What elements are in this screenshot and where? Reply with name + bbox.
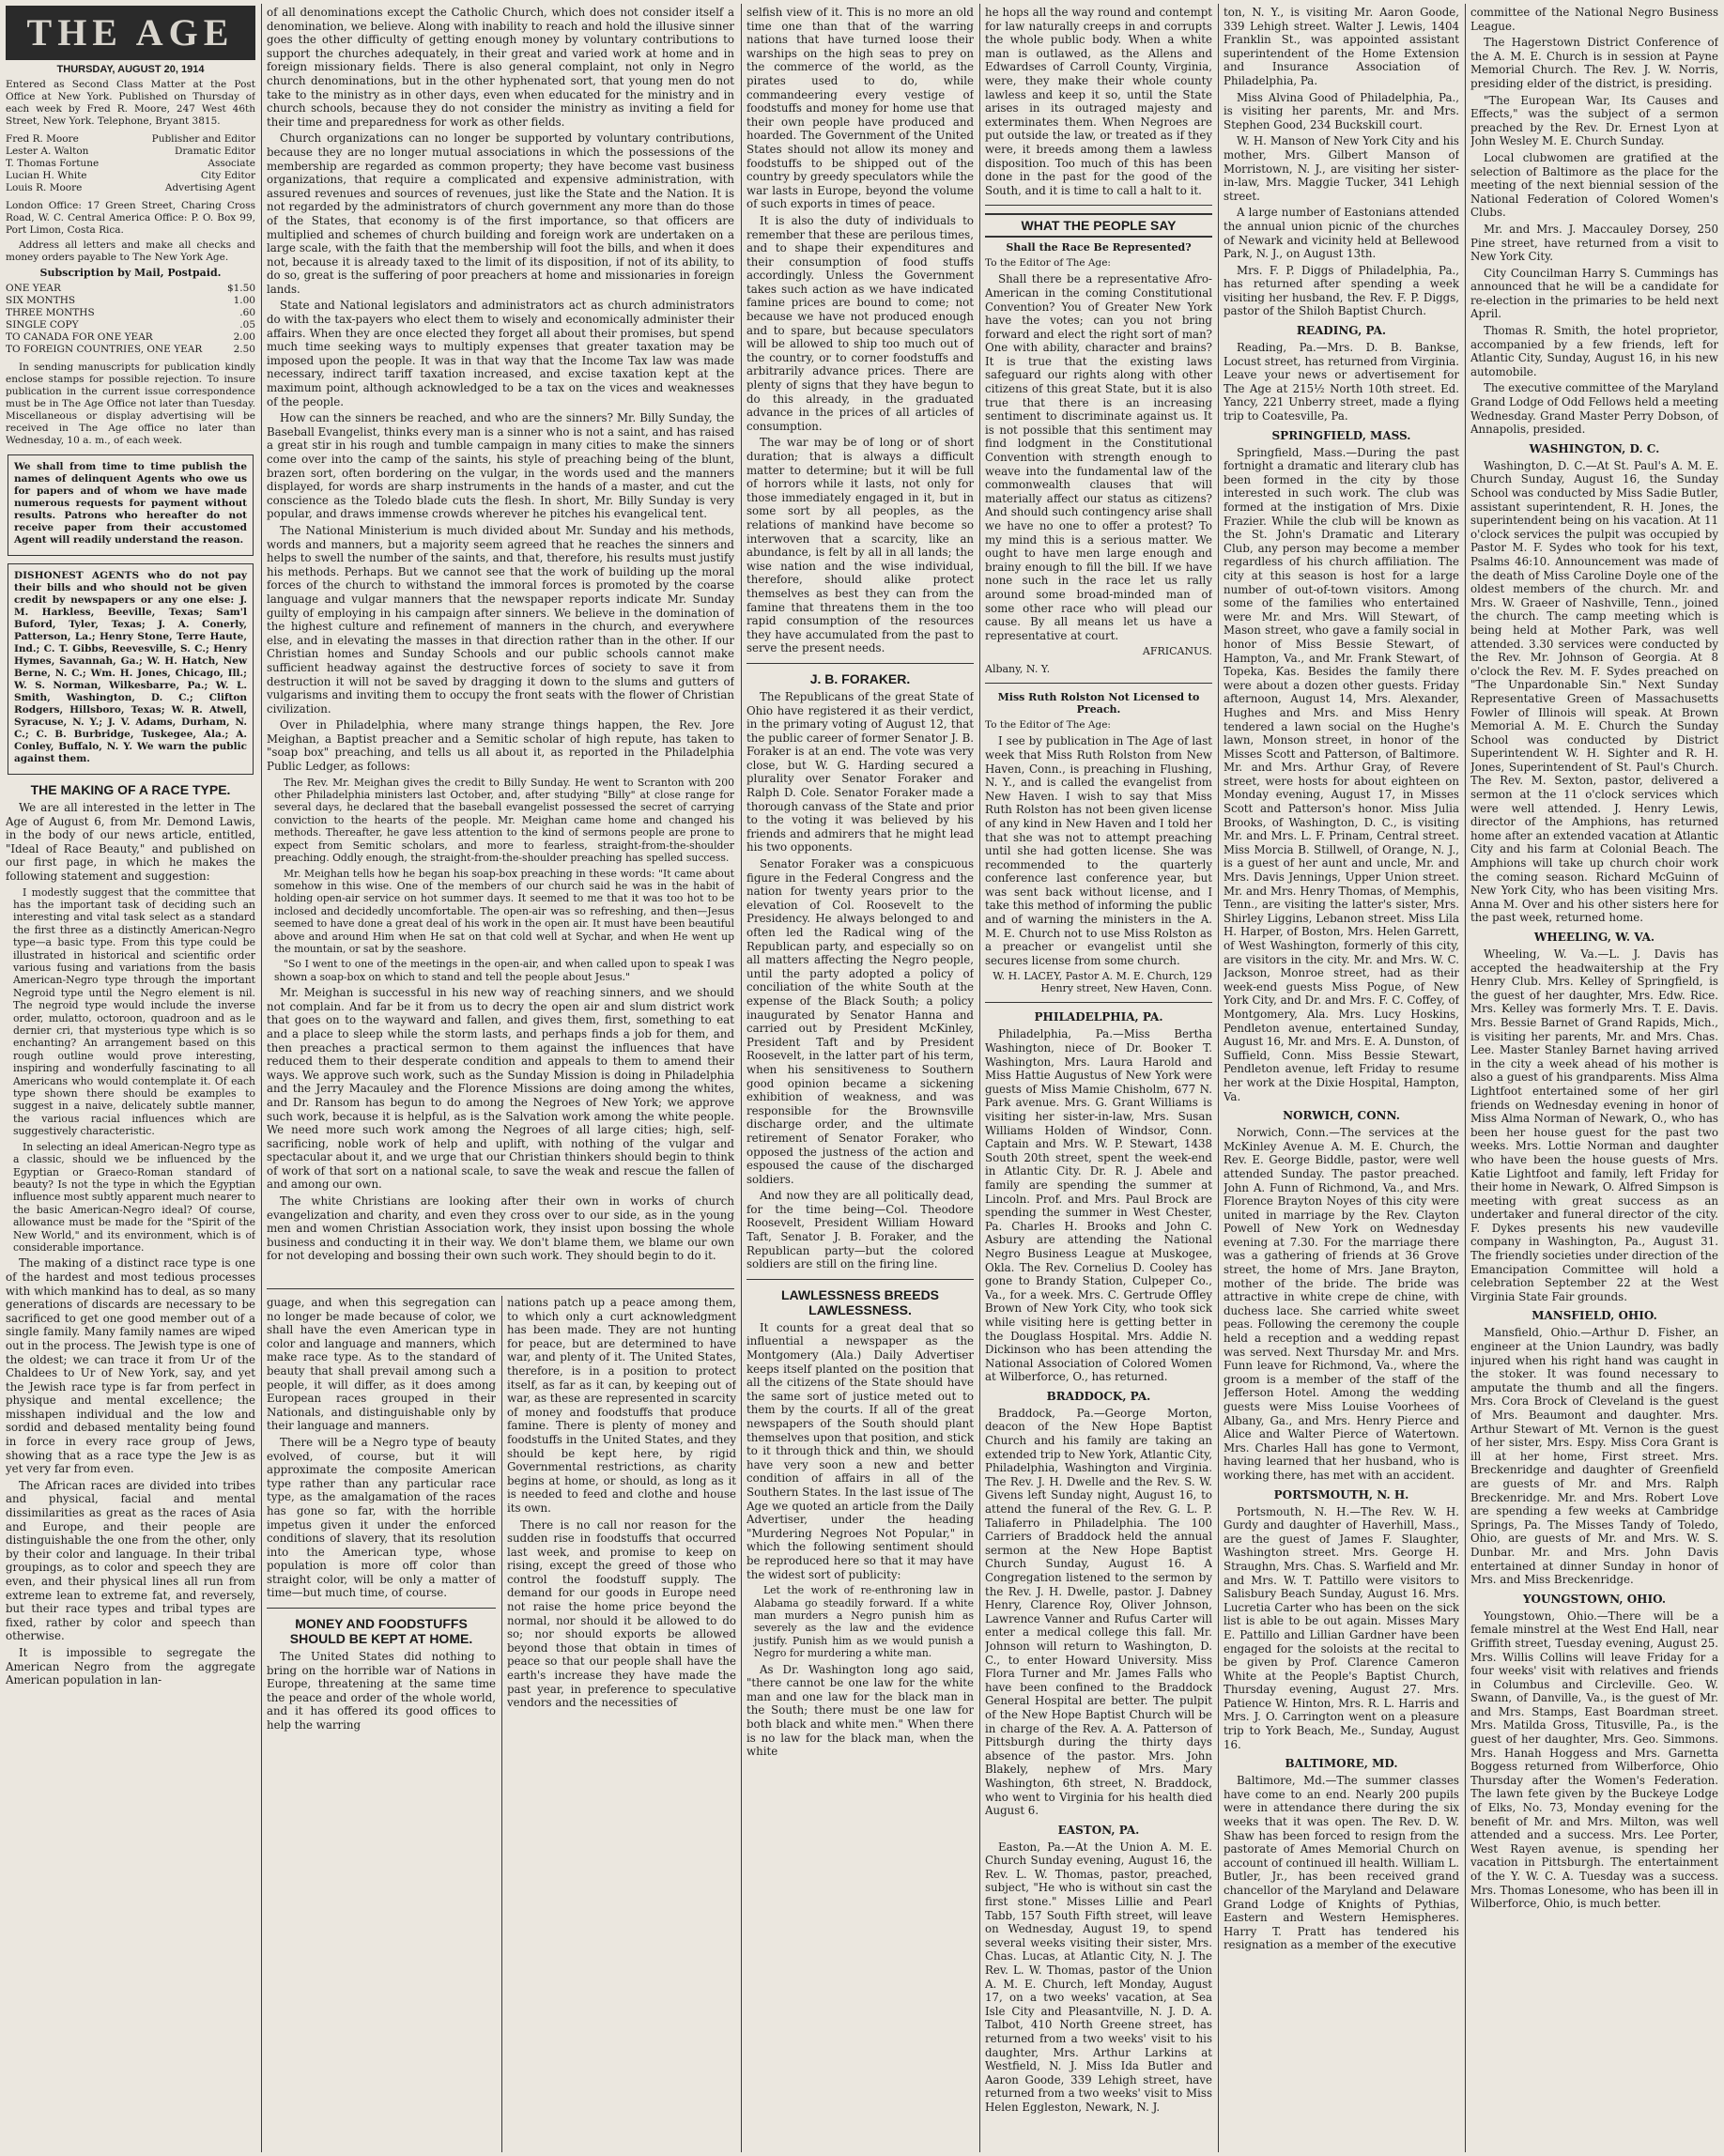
staff-row: Louis R. Moore Advertising Agent — [6, 182, 255, 193]
lawlessness-continued: he hops all the way round and contempt for law naturally creeps in and corrupts the whole public body. When a white man is outlawed, as the Allens and Edwardses of Carroll County, Virginia, were, they make their whole county lawless and keep it so, until the State arises in its outraged majesty and exterminates them. When Negroes are put outside the law, or treated as if they were, it breeds among them a lawless disposition. Too much of this has been done in the past for the good of the South, and it is time to call a halt to it. — [985, 6, 1212, 197]
dishonest-agents-title: DISHONEST AGENTS — [14, 570, 140, 581]
staff-row: Fred R. Moore Publisher and Editor — [6, 133, 255, 145]
agents-notice-box — [8, 454, 254, 556]
race-quote: In selecting an ideal American-Negro type as a classic, should we be influenced by the Egyptian or Graeco-Roman standard of beauty? Is not the type in which the Egyptian influence most subtly apparent much nearer to the basic American-Negro ideal? Of course, allowance must be made for the "Spirit of the New World," and its environment, which is of considerable importance. — [13, 1140, 255, 1254]
lawlessness-headline: LAWLESSNESS BREEDS LAWLESSNESS. — [780, 1286, 940, 1317]
lawlessness-para: It counts for a great deal that so influential a newspaper as the Montgomery (Ala.) Daily Advertiser keeps itself planted on the position that all the citizens of the State should have the same sort of justice meted out to them by the courts. If all of the great newspapers of the South should plant themselves upon that position, and stick to it through thick and thin, we should have very soon a new and better condition of affairs in all of the Southern States. In the last issue of The Age we quoted an article from the Daily Advertiser, under the heading "Murdering Negroes Not Popular," in which the following sentiment should be reproduced here so that it may have the widest sort of publicity: — [747, 1320, 974, 1581]
column-rule — [261, 4, 262, 2152]
city-news: Mansfield, Ohio.—Arthur D. Fisher, an engineer at the Union Laundry, was badly injured when his right hand was caught in the stoker. It was found necessary to amputate the thumb and all the fingers. Mrs. Cora Brock of Cleveland is the guest of Mrs. Beaumont and daughter. Mrs. Arthur Stewart of Mt. Vernon is the guest of her sister, Mrs. Espy. Miss Cora Grant is ill at her home, First street. Mrs. Breckenridge and daughter of Greenfield are guests of Mr. and Mrs. Ralph Breckenridge. Mr. and Mrs. Robert Love are spending a few weeks at Cambridge Springs, Pa. The Misses Tandy of Toledo, Ohio, are guests of Mr. and Mrs. W. S. Dunbar. Mr. and Mrs. John Davis entertained at dinner Sunday in honor of Mrs. and Miss Breckenridge. — [1470, 1326, 1718, 1587]
city-news: ton, N. Y., is visiting Mr. Aaron Goode, 339 Lehigh street. Walter J. Lewis, 1404 Franklin St., was appointed assistant superintendent of the Home Extension and Insurance Association of Philadelphia, Pa. — [1224, 6, 1459, 87]
city-news: Local clubwomen are gratified at the selection of Baltimore as the place for the meeting of the next biennial session of the National Federation of Colored Women's Clubs. — [1470, 150, 1718, 220]
article-divider — [747, 1279, 974, 1280]
subscription-title: Subscription by Mail, Postpaid. — [39, 267, 222, 279]
city-news: Springfield, Mass.—During the past fortnight a dramatic and literary club has been formed in the city by those interested in such work. The club was formed at the instigation of Mrs. Dixie Frazier. While the club will be known as the St. John's Dramatic and Literary Club, any person may become a member regardless of his church affiliation. The city at this season is host for a large number of out-of-town visitors. Among some of the families who entertained were Mr. and Mrs. Will Stewart, of Mason street, who gave a family social in honor of Miss Bessie Stewart, of Hampton, Va., and Mr. Frank Stewart, of Topeka, Kas. Besides the family there were about a dozen other guests. Friday afternoon, August 14, Mrs. Alexander, Hughes and Mrs. and Miss Henry tendered a lawn social on the Hughe's lawn, Monson street, in honor of the Misses Scott and Patterson, of Baltimore. Mr. and Mrs. Arthur Gray, of Revere street, were hosts for about eighteen on Monday evening, August 17, in Misses Scott and Patterson's honor. Miss Julia Brooks, of Washington, D. C., is visiting Mr. and Mrs. L. F. Prinam, Central street. Miss Morcia B. Stillwell, of Orange, N. J., is a guest of her aunt and uncle, Mr. and Mrs. Davis Jennings, Upper Union street. Mr. and Mrs. Henry Thomas, of Memphis, Tenn., are visiting the latter's sister, Mrs. Shirley Liggins, Lebanon street. Miss Lila H. Harper, of Boston, Mrs. Helen Garrett, of West Washington, formerly of this city, are visitors in the city. Mr. and Mrs. W. C. Jackson, Monroe street, had as their week-end guests Miss Pogue, of New York City, and Dr. and Mrs. F. C. Coffey, of Montgomery, Ala. Mrs. Lucy Hoskins, Pendleton avenue, entertained Sunday, August 16, Mr. and Mrs. E. A. Dunston, of Suffield, Conn. Miss Bessie Stewart, Pendleton avenue, left Friday to resume her work at the Dixie Hospital, Hampton, Va. — [1224, 445, 1459, 1103]
article-divider — [747, 663, 974, 664]
city-heading-wheeling: WHEELING, W. VA. — [1533, 931, 1655, 944]
column-5 — [1224, 6, 1459, 2150]
letter-signature: AFRICANUS. — [1142, 645, 1212, 658]
city-news: Reading, Pa.—Mrs. D. B. Bankse, Locust street, has returned from Virginia. Leave your news or advertisement for The Age at 215½ North 10th street. Ed. Yancy, 221 Unberry street, made a flying trip to Coatesville, Pa. — [1224, 341, 1459, 424]
letter-title: Miss Ruth Rolston Not Licensed to Preach. — [997, 691, 1200, 716]
editorial-para: The white Christians are looking after their own in works of church evangelization and charity, and even they cross over to our side, as in the young men and women Christian Association work, they insist upon bossing the whole business and conducting it in their way. We don't blame them, we blame our own for not developing and bossing their own such work. They should begin to do it. — [267, 1194, 734, 1263]
subscription-row: SINGLE COPY .05 — [6, 319, 255, 331]
subscription-table — [6, 283, 255, 356]
editorial-para: How can the sinners be reached, and who are the sinners? Mr. Billy Sunday, the Baseball Evangelist, thinks every man is a sinner who is not a saint, and has raised a great stir in his rough and tumble campaign in many cities to make the sinners come over into the camp of the saints, his style of preaching being of the blunt, brazen sort, often bordering on the vulgar, in the words used and the manners displayed, for words are sharp instruments in the hands of a master, and cut the conscience as the Toledo blade cuts the flesh. In short, Mr. Billy Sunday is very popular, and draws immense crowds wherever he pitches his evangelical tent. — [267, 411, 734, 521]
race-quote: I modestly suggest that the committee that has the important task of deciding such an interesting and vital task select as a standard the first three as a distinctly American-Negro type—a basic type. From this type could be illustrated in historical and scientific order various fusing and variations from the basis American-Negro type through the important Negroid type until the Negro element is nil. The negroid type would include the inverse order, mulatto, octoroon, quadroon and as le dernier cri, that mysterious type which is so enchanting? An arrangement based on this rough outline would prove interesting, inspiring and wonderfully fascinating to all Americans who would contemplate it. Of each type shown there should be examples to suggest in a naive, delicately subtle manner, the various racial influences which are suggestively characteristic. — [13, 886, 255, 1138]
race-para: The making of a distinct race type is one of the hardest and most tedious processes with which mankind has to deal, as so many generations of discards are necessary to be sacrificed to get one good member out of a single family. Many family names are wiped out in the process. The Jewish type is one of the oldest; we can trace it from Ur of the Chaldees to Ur of New York, say, and yet the Jewish race type is far from perfect in physique and mental excellence; the misshapen individual and the low and sordid and debased mentality being found in force in every race group of Jews, showing that as a race type the Jew is as yet very far from even. — [6, 1256, 255, 1476]
foraker-headline: J. B. FORAKER. — [809, 670, 911, 686]
article-divider — [985, 1002, 1212, 1003]
city-news: Philadelphia, Pa.—Miss Bertha Washington, niece of Dr. Booker T. Washington, Mrs. Laura Harold and Miss Hattie Augustus of New York were guests of Miss Mamie Chisholm, 677 N. Park avenue. Mrs. G. Grant Williams is visiting her sister-in-law, Mrs. Susan Williams Holden of Windsor, Conn. Captain and Mrs. W. P. Stewart, 1438 South 20th street, spent the week-end in Atlantic City. Dr. R. J. Abele and family are spending the summer at Lincoln. Prof. and Mrs. Paul Brock are spending the summer in West Chester, Pa. Charles H. Brooks and John C. Asbury are attending the National Negro Business League at Muskogee, Okla. The Rev. Cornelius D. Cooley has gone to Brandy Station, Culpeper Co., Va., for a week. Mrs. C. Gertrude Offley Brown of New York City, who took sick while visiting here is getting better in the Douglass Hospital. Mrs. Addie N. Dickinson who has been attending the National Association of Colored Women at Wilberforce, O., has returned. — [985, 1027, 1212, 1384]
city-news: The Hagerstown District Conference of the A. M. E. Church is in session at Payne Memorial Church. The Rev. J. W. Norris, presiding elder of the district, is presiding. — [1470, 36, 1718, 90]
staff-row: Lucian H. White City Editor — [6, 170, 255, 181]
column-6 — [1470, 6, 1718, 2150]
foraker-para: Senator Foraker was a conspicuous figure in the Federal Congress and the nation for twenty years prior to the elevation of Col. Roosevelt to the Presidency. He always belonged to and often led the Radical wing of the Republican party, and especially so on all matters affecting the Negro people, until the party adopted a policy of conciliation of the white South at the expense of the Black South; a policy inaugurated by Senator Hanna and carried out by President McKinley, President Taft and by President Roosevelt, in the latter part of his term, when his sensitiveness to Southern good opinion became a sickening exhibition of weakness, and was responsible for the Brownsville discharge order, and the ultimate retirement of Senator Foraker, who opposed the justness of the action and espoused the cause of the discharged soldiers. — [747, 857, 974, 1186]
staff-list — [6, 133, 255, 194]
race-continued-para: guage, and when this segregation can no longer be made because of color, we shall have the even American type in color and language and manners, which make race type. As to the standard of beauty that shall prevail among such a people, it will differ, as it does among European races grouped in their Nationals, and distinguishable only by their language and manners. — [267, 1296, 496, 1433]
city-heading-portsmouth: PORTSMOUTH, N. H. — [1273, 1487, 1409, 1502]
masthead-title: THE AGE — [6, 6, 255, 60]
section-divider — [267, 1288, 734, 1289]
city-heading-philadelphia: PHILADELPHIA, PA. — [1034, 1010, 1163, 1024]
city-news: Portsmouth, N. H.—The Rev. W. H. Gurdy and daughter of Haverhill, Mass., are the guest of James F. Slaughter, Washington street. Mrs. George H. Straughn, Mrs. Chas. S. Warfield and Mr. and Mrs. W. T. Pattillo were visitors to Salisbury Beach Sunday, August 16. Mrs. Lucretia Carter who has been on the sick list is able to be out again. Misses Mary E. Pattillo and Lillian Gardner have been engaged for the soloists at the recital to be given by Prof. Clarence Cameron White at the People's Baptist Church, Thursday evening, August 27. Mrs. Patience W. Hinton, Mrs. R. L. Harris and Mrs. J. O. Carrington went on a pleasure trip to York Beach, Me., Sunday, August 16. — [1224, 1504, 1459, 1751]
city-heading-youngstown: YOUNGSTOWN, OHIO. — [1522, 1592, 1667, 1606]
race-para: It is impossible to segregate the American Negro from the aggregate American population in lan- — [6, 1645, 255, 1687]
city-heading-braddock: BRADDOCK, PA. — [1046, 1389, 1151, 1403]
editorial-para: State and National legislators and administrators act as church administrators do with the tax-payers who elect them to wisely and economically administer their affairs. When they are once elected they forget all about their promises, but spend much time seeking ways to multiply expenses that greater taxation may be imposed upon the people. It was in that way that the Income Tax law was made necessary, indirect tariff taxation increased, and excise taxation kept at the maximum point, although acknowledged to be a tax on the vices and weaknesses of the people. — [267, 299, 734, 408]
offices: London Office: 17 Green Street, Charing Cross Road, W. C. Central America Office: P. O. Box 99, Port Limon, Costa Rica. — [6, 200, 255, 236]
city-news: Wheeling, W. Va.—L. J. Davis has accepted the headwaitership at the Fry Henry Club. Mrs. Kelley of Springfield, is the guest of her daughter, Mrs. Edw. Rice. Mrs. Kelley was formerly Mrs. T. E. Davis. Mrs. Bessie Barnet of Grand Rapids, Mich., is visiting her parents, Mr. and Mrs. Chas. Lee. Master Stanley Barnet having arrived in the city a week ahead of his mother is also a guest of his grandparents. Miss Alma Lightfoot entertained some of her girl friends on Wednesday evening in honor of Miss Alma Norman of Newark, O., who has been her house guest for the past two weeks. Mrs. Lottie Norman and daughter who have been the house guests of Mrs. Katie Lightfoot and family, left Friday for their home in Newark, O. Alfred Simpson is meeting with great success as an undertaker and funeral director of the city. F. Dykes presents his new vaudeville company in Washington, Pa., August 31. The friendly societies under direction of the Emancipation Committee will hold a celebration September 22 at the West Virginia State Fair grounds. — [1470, 947, 1718, 1303]
editorial-para: The National Ministerium is much divided about Mr. Sunday and his methods, words and manners, but a majority seem agreed that he reaches the sinners and helps to swell the number of the saints, and that, therefore, his results must justify his methods. Perhaps. But we cannot see that the work of building up the moral forces of the church to withstand the immoral forces is promoted by the coarse language and vulgar manners that the newspaper reports indicate Mr. Sunday guilty of employing in his campaign after sinners. We believe in the domination of the highest culture and refinement of manners in the church, and everywhere else, and in elevating the masses in that direction rather than in the other. If our Christian homes and Sunday Schools and our public schools cannot make sufficient headway against the destructive forces of society to save it from destruction it will not be saved by dragging it down to the slums and gutters of vulgarisms and inviting them to occupy the front seats with the flower of Christian civilization. — [267, 523, 734, 716]
column-rule — [1465, 4, 1466, 2152]
entry-notice: Entered as Second Class Matter at the Post Office at New York. Published on Thursday of each week by Fred R. Moore, 247 West 46th Street, New York. Telephone, Bryant 3815. — [6, 79, 255, 127]
column-rule — [979, 4, 980, 2152]
column-3 — [747, 6, 974, 2150]
column-rule — [741, 4, 742, 2152]
article-divider — [267, 1608, 496, 1609]
editorial-para: Over in Philadelphia, where many strange things happen, the Rev. Jore Meighan, a Baptist preacher and a Semitic scholar of high repute, has taken to "soap box" preaching, and tells us all about it, as reported in the Philadelphia Public Ledger, as follows: — [267, 718, 734, 774]
editorial-quote: The Rev. Mr. Meighan gives the credit to Billy Sunday. He went to Scranton with 200 other Philadelphia ministers last October, and, after studying "Billy" at close range for several days, he declared that the baseball evangelist possessed the secret of carrying conviction to the hearts of the people. Mr. Meighan came home and changed his methods. Thereafter, he gave less attention to the kind of sermons people are prone to expect from Semitic scholars, and more to fearless, straight-from-the-shoulder preaching. Oddly enough, the straight-from-the-shoulder preaching has spelled success. — [274, 776, 734, 865]
subscription-row: TO CANADA FOR ONE YEAR 2.00 — [6, 331, 255, 343]
column-2-editorial — [267, 6, 734, 1283]
city-news: "The European War, Its Causes and Effects," was the subject of a sermon preached by the Rev. Dr. Ernest Lyon at John Wesley M. E. Church Sunday. — [1470, 93, 1718, 148]
race-continued-para: There will be a Negro type of beauty evolved, of course, but it will approximate the composite American type rather than any particular race type, as the amalgamation of the races has gone so far, with the horrible impetus given it under the enforced conditions of slavery, that its resolution into the American type, whose population is more off color than straight color, will be only a matter of time—but much time, of course. — [267, 1435, 496, 1600]
subscription-row: THREE MONTHS .60 — [6, 307, 255, 318]
city-news: Mr. and Mrs. J. Maccauley Dorsey, 250 Pine street, have returned from a visit to New York City. — [1470, 222, 1718, 264]
money-headline: MONEY AND FOODSTUFFS SHOULD BE KEPT AT HOME. — [289, 1616, 473, 1647]
city-news: Easton, Pa.—At the Union A. M. E. Church Sunday evening, August 16, the Rev. L. W. Thomas, pastor, preached, subject, "He who is without sin cast the first stone." Misses Lillie and Pearl Tabb, 157 South Fifth street, will leave on Wednesday, August 19, to spend several weeks visiting their sister, Mrs. Chas. Lucas, at Atlantic City, N. J. The Rev. L. W. Thomas, pastor of the Union A. M. E. Church, left Monday, August 17, on a two weeks' vacation, at Sea Isle City and Pleasantville, N. J. D. A. Talbot, 410 North Greene street, has returned from a two weeks' visit to his daughter, Mrs. Arthur Larkins at Westfield, N. J. Miss Ida Butler and Aaron Goode, 339 Lehigh street, have returned from a two weeks' visit to Miss Helen Eggleston, Newark, N. J. — [985, 1840, 1212, 2114]
subscription-row: SIX MONTHS 1.00 — [6, 295, 255, 306]
city-heading-washington: WASHINGTON, D. C. — [1529, 441, 1660, 455]
subscription-row: TO FOREIGN COUNTRIES, ONE YEAR 2.50 — [6, 344, 255, 355]
staff-row: Lester A. Walton Dramatic Editor — [6, 146, 255, 157]
city-news: Thomas R. Smith, the hotel proprietor, accompanied by a few friends, left for Atlantic City, Sunday, August 16, in his new automobile. — [1470, 324, 1718, 378]
city-news: Miss Alvina Good of Philadelphia, Pa., is visiting her parents, Mr. and Mrs. Stephen Good, 234 Buckskill court. — [1224, 90, 1459, 131]
lawlessness-quote: Let the work of re-enthroning law in Alabama go steadily forward. If a white man murders a Negro punish him as severely as the law and the evidence justify. Punish him as we would punish a Negro for murdering a white man. — [754, 1584, 974, 1660]
letter-body: I see by publication in The Age of last week that Miss Ruth Rolston from New Haven, Conn., is preaching in Flushing, N. Y., and is called the evangelist from New Haven. I wish to say that Miss Ruth Rolston has not been given license of any kind in New Haven and I told her that she was not to attempt preaching until she had gotten license. She was recommended to the quarterly conference last conference year, but was sent back without license, and I take this method of informing the public and of warning the ministers in the A. M. E. Church not to use Miss Rolston as a preacher or evangelist until she secures license from some church. — [985, 734, 1212, 967]
issue-date: THURSDAY, AUGUST 20, 1914 — [56, 64, 205, 75]
editorial-para: of all denominations except the Catholic Church, which does not consider itself a denomination, we believe. Along with inability to reach and hold the illusive sinner goes the other difficulty of getting enough money by voluntary contributions to support the churches adequately, in their great and varied work at home and in foreign missionary fields. There is also general complaint, not only in Negro church denominations, but in the other hyphenated sort, that young men do not take to the ministry as in other days, even when educated for the ministry and in church schools, because they do not consider the ministry as inviting a field for their time and preparedness for work as other fields. — [267, 6, 734, 129]
column-4 — [985, 6, 1212, 2150]
editorial-quote: Mr. Meighan tells how he began his soap-box preaching in these words: "It came about somehow in this wise. One of the members of our church said he was in the habit of holding open-air service on hot summer days. It seemed to me that it was too hot to be inclosed and decidedly uncomfortable. The open-air was so refreshing, and then—Jesus seemed to have done a great deal of his work in the open air. It must have been beautiful above and around Him when He sat on that cold well at Sychar, and when He went up the mountain, or sat by the seashore. — [274, 867, 734, 955]
city-news: committee of the National Negro Business League. — [1470, 6, 1718, 33]
city-heading-reading: READING, PA. — [1296, 324, 1387, 338]
city-heading-springfield: SPRINGFIELD, MASS. — [1271, 428, 1411, 442]
editorial-para: The war may be of long or of short duration; that is always a difficult matter to determine; but it will be full of horrors while it lasts, not only for those immediately engaged in it, but in some sort by all peoples, as the relations of mankind have become so interwoven that a scarcity, like an abundance, is felt by all in all lands; the wise nation and the wise individual, therefore, should alike protect themselves as best they can from the famine that threatens them in the too rapid consumption of the resources they have accumulated from the past to serve the present needs. — [747, 436, 974, 655]
dishonest-agents-list: who do not pay their bills and who should not be given credit by newspapers or any one else: J. M. Harkless, Beeville, Texas; Sam'l Buford, Tyler, Texas; J. A. Conerly, Patterson, La.; Henry Stone, Terre Haute, Ind.; C. T. Gibbs, Reevesville, S. C.; Henry Hymes, Savannah, Ga.; W. H. Hatch, New Berne, N. C.; Wm. H. Jones, Chicago, Ill.; W. S. Norman, Wilkesbarre, Pa.; W. L. Smith, Washington, D. C.; Clifton Rodgers, Hillsboro, Texas; W. R. Atwell, Syracuse, N. Y.; J. V. Adams, Durham, N. C.; C. B. Burbridge, Tuskegee, Ala.; A. Conley, Buffalo, N. Y. We warn the public against them. — [14, 570, 248, 764]
city-news: The executive committee of the Maryland Grand Lodge of Odd Fellows held a meeting Wednesday. Grand Master Perry Dobson, of Annapolis, presided. — [1470, 381, 1718, 437]
city-news: Braddock, Pa.—George Morton, deacon of the New Hope Baptist Church and his family are taking an extended trip to New York, Atlantic City, Philadelphia, Washington and Virginia. The Rev. J. H. Dwelle and the Rev. S. W. Givens left Sunday night, August 16, to attend the funeral of the Rev. G. L. P. Taliaferro in Philadelphia. The 100 Carriers of Braddock held the annual sermon at the New Hope Baptist Church Sunday, August 16. A Congregation listened to the sermon by the Rev. J. H. Dwelle, pastor. J. Dabney Henry, Clarence Roy, Oliver Johnson, Lawrence Vanner and Rufus Carter will enter a medical college this fall. Mr. Johnson will return to Washington, D. C., to enter Howard University. Miss Flora Turner and Mr. James Falls who have been confined to the Braddock General Hospital are better. The pulpit of the New Hope Baptist Church will be in charge of the Rev. A. A. Patterson of Pittsburgh during the thirty days absence of the pastor. Mrs. John Blakely, nephew of Mrs. Mary Washington, 6th street, N. Braddock, who went to Virginia for his health died August 6. — [985, 1406, 1212, 1818]
editorial-para: Church organizations can no longer be supported by voluntary contributions, because they are no longer mutual associations in which the possessions of the membership are regarded as common property; they have become vast business organizations, that require a complicated and expensive administration, with assured revenues and sources of revenues, just like the State and the Nation. It is not regarded by the administrators of church government any more than do those of the States, that economy is of the first importance, so that officers are multiplied and schemes of church building and foreign work are undertaken on a large scale, with the faith that the membership will foot the bills, and when it does not, because it is already taxed to the limit of its disposition, if not of its ability, to do so, great is the suffering of poor preachers at home and missionaries in foreign lands. — [267, 131, 734, 296]
article-divider — [985, 205, 1212, 206]
city-news: Mrs. F. P. Diggs of Philadelphia, Pa., has returned after spending a week visiting her husband, the Rev. F. P. Diggs, pastor of the Shiloh Baptist Church. — [1224, 263, 1459, 318]
city-heading-easton: EASTON, PA. — [1057, 1823, 1140, 1837]
race-para: The African races are divided into tribes and physical, facial and mental dissimilarities as great as the races of Asia and Europe, and their people are distinguishable the one from the other, only by their color and language. In their tribal groupings, as to color and speech they are even, and their physical lines all run from extreme lean to extreme fat, and reversely, but their race types and tribal types are fixed, rather by color and speech than otherwise. — [6, 1478, 255, 1643]
column-rule — [501, 1296, 502, 2152]
foraker-para: And now they are all politically dead, for the time being—Col. Theodore Roosevelt, President William Howard Taft, Senator J. B. Foraker, and the Republican party—but the colored soldiers are still on the firing line. — [747, 1189, 974, 1271]
letter-title: Shall the Race Be Represented? — [1006, 241, 1192, 254]
column-2-bottom-left — [267, 1296, 496, 2150]
agents-notice: We shall from time to time publish the names of delinquent Agents who owe us for papers and of whom we have made numerous requests for payment without results. Patrons who hereafter do not receive paper from their accustomed Agent will readily understand the reason. — [14, 461, 247, 546]
letter-salutation: To the Editor of The Age: — [985, 257, 1111, 270]
city-news: City Councilman Harry S. Cummings has announced that he will be a candidate for re-election in the primaries to be held next April. — [1470, 266, 1718, 321]
letter-body: Shall there be a representative Afro-American in the coming Constitutional Convention? You of Greater New York have the votes; can you not bring forward and elect the right sort of man? One with ability, character and brains? It is true that the existing laws safeguard our rights along with other citizens of this great State, but it is also true that there is an increasing sentiment to discriminate against us. It is not possible that this sentiment may find lodgment in the Constitutional Convention with strength enough to weave into the fundamental law of the commonwealth clauses that will materially affect our status as citizens? And should such contingency arise shall we have no one to offer a protest? To my mind this is a serious matter. We ought to have men large enough and brainy enough to fill the bill. If we have none such in the race let us rally around some broad-minded man of some other race who will plead our cause. By all means let us have a representative at court. — [985, 272, 1212, 642]
editorial-para: It is also the duty of individuals to remember that these are perilous times, and to shape their expenditures and their consumption of food stuffs accordingly. Unless the Government takes such action as we have indicated famine prices are bound to come; not because we have not produced enough and to spare, but because speculators will be allowed to ship too much out of the country, or to corner foodstuffs and arbitrarily advance prices. There are plenty of signs that they have begun to do this already, in the graduated advance in the prices of all articles of consumption. — [747, 213, 974, 433]
article-divider — [985, 683, 1212, 684]
people-say-headline: WHAT THE PEOPLE SAY — [985, 213, 1212, 238]
city-news: A large number of Eastonians attended the annual union picnic of the churches of Newark and vicinity held at Bellewood Park, N. J., on August 13th. — [1224, 206, 1459, 261]
dishonest-agents-box — [8, 563, 254, 775]
money-para: The United States did nothing to bring on the horrible war of Nations in Europe, threatening at the same time the peace and order of the whole world, and it has offered its good offices to help the warring — [267, 1650, 496, 1732]
staff-row: T. Thomas Fortune Associate — [6, 158, 255, 169]
money-continued-para: nations patch up a peace among them, to which only a curt acknowledgment has been made. They are not hunting for peace, but are determined to have war, and plenty of it. The United States, therefore, is in a position to protect itself, as far as it can, by keeping out of war, as these are represented in scarcity of money and foodstuffs that produce famine. There is plenty of money and foodstuffs in the United States, and they should be kept here, by rigid Governmental restrictions, as charity begins at home, or should, as long as it is needed to feed and clothe and house its own. — [507, 1296, 736, 1515]
letter-salutation: To the Editor of The Age: — [985, 719, 1111, 732]
editorial-para: selfish view of it. This is no more an old time one than that of the warring nations that have turned loose their warships on the high seas to prey on the commerce of the world, as the pirates used to do, while commandeering every vestige of foodstuffs and money for home use that their own people have produced and hoarded. The Government of the United States should not allow its money and foodstuffs to be shipped out of the country by greedy speculators while the war lasts in Europe, beyond the volume of such exports in times of peace. — [747, 6, 974, 211]
money-continued-para: There is no call nor reason for the sudden rise in foodstuffs that occurred last week, and promise to keep on rising, except the greed of those who control the foodstuff supply. The demand for our goods in Europe need not raise the home price beyond the normal, nor should it be allowed to do so; nor should exports be allowed beyond those that obtain in times of peace so that our people shall have the earth's increase they have made the past year, in preference to speculative vendors and the necessities of — [507, 1517, 736, 1710]
city-news: W. H. Manson of New York City and his mother, Mrs. Gilbert Manson of Morristown, N. J., are visiting her sister-in-law, Mrs. Maggie Tucker, 341 Lehigh street. — [1224, 134, 1459, 203]
manuscript-notice: In sending manuscripts for publication kindly enclose stamps for possible rejection. To insure publication in the current issue correspondence must be in The Age Office not later than Tuesday. Miscellaneous or display advertising will be received in The Age office no later than Wednesday, 10 a. m., of each week. — [6, 362, 255, 446]
city-news: Washington, D. C.—At St. Paul's A. M. E. Church Sunday, August 16, the Sunday School was conducted by Miss Sadie Butler, assistant superintendent, R. H. Jones, the superintendent being on his vacation. At 11 o'clock services the pulpit was occupied by Pastor M. F. Sydes who took for his text, Psalms 46:10. Announcement was made of the death of Miss Caroline Doyle one of the oldest members of the church. Mr. and Mrs. W. Graeer of Nashville, Tenn., joined the church. The camp meeting which is being held at Mother Park, was well attended. 3.30 services were conducted by the Rev. Mr. Johnson of Georgia. At 8 o'clock the Rev. M. F. Sydes preached on "The Unpardonable Sin." Next Sunday Representative Green of Massachusetts Fowler of Illinois will speak. At Brown Memorial A. M. E. Church the Sunday School was conducted by District Superintendent W. H. Sighter and R. H. Jones, Superintendent of St. Paul's Church. The Rev. M. Sexton, pastor, delivered a sermon at the 11 o'clock services which were well attended. J. Henry Lewis, director of the Amphions, has returned home after an extended vacation at Atlantic City and his farm at Colonial Beach. The Amphions will take up church choir work the coming season. Richard McGuinn of New York City, who has been visiting Mrs. Anna M. Over and his other sisters here for the past week, returned home. — [1470, 458, 1718, 925]
letter-signature: W. H. LACEY, Pastor A. M. E. Church, 129 Henry street, New Haven, Conn. — [993, 970, 1212, 995]
city-news: Norwich, Conn.—The services at the McKinley Avenue A. M. E. Church, the Rev. E. George Biddle, pastor, were well attended Sunday. The pastor preached. John A. Funn of Richmond, Va., and Mrs. Florence Brayton Noyes of this city were united in marriage by the Rev. Clayton Powell of New York on Wednesday evening at 7.30. For the marriage there was a gathering of friends at 36 Grove street, the home of Mrs. Jane Brayton, mother of the bride. The bride was attractive in white crepe de chine, with duchess lace. She carried white sweet peas. Following the ceremony the couple held a reception and a wedding repast was served. Next Thursday Mr. and Mrs. Funn leave for Richmond, Va., where the groom is a member of the staff of the Jefferson Hotel. Among the wedding guests were Miss Louise Voorhees of Albany, Ga., and Mrs. Henry Pierce and Alice and Walter Pierce of Watertown. Mrs. Charles Hall has gone to Vermont, having learned that her husband, who is working there, has met with an accident. — [1224, 1126, 1459, 1482]
subscription-row: ONE YEAR $1.50 — [6, 283, 255, 294]
foraker-para: The Republicans of the great State of Ohio have registered it as their verdict, in the primary voting of August 12, that the public career of former Senator J. B. Foraker is at an end. The vote was very close, but W. G. Harding secured a plurality over Senator Foraker and Ralph D. Cole. Senator Foraker made a thorough canvass of the State and prior to the voting it was believed by his friends and admirers that he might lead his two opponents. — [747, 689, 974, 855]
letter-place: Albany, N. Y. — [985, 663, 1051, 676]
city-heading-norwich: NORWICH, CONN. — [1283, 1109, 1400, 1123]
editorial-para: Mr. Meighan is successful in his new way of reaching sinners, and we should not complain. And far be it from us to decry the open air and slum district work that goes on to the wayward and fallen, and gives them, first, something to eat and a place to sleep while the storm lasts, and perhaps finds a job for them, and then preaches a practical sermon to them against the influences that have reduced them to their desperate condition and appeals to them to amend their ways. We approve such work, such as the Sunday Mission is doing in Philadelphia and the Jerry Macauley and the Florence Missions are doing among the whites, and Dr. Ransom has begun to do among the Negroes of New York; we approve such work, because it is helpful, as is the Salvation work among the white people. We need more such work among the Negroes of all large cities; high, self-sacrificing, noble work of help and uplift, with nothing of the vulgar and spectacular about it, and we urge that our Christian thinkers should begin to think of work of that sort on a national scale, to save the weak and rescue the fallen of and among our own. — [267, 986, 734, 1192]
city-news: Baltimore, Md.—The summer classes have come to an end. Nearly 200 pupils were in attendance there during the six weeks that it was open. The Rev. D. W. Shaw has been forced to resign from the pastorate of Ames Memorial Church on account of continued ill health. William L. Butler, Jr., has been received grand chancellor of the Maryland and Delaware Grand Lodge of Knights of Pythias, Eastern and Western Hemispheres. Harry T. Pratt has tendered his resignation as a member of the executive — [1224, 1774, 1459, 1952]
race-type-headline: THE MAKING OF A RACE TYPE. — [30, 782, 231, 797]
editorial-quote: "So I went to one of the meetings in the open-air, and when called upon to speak I was shown a soap-box on which to stand and tell the people about Jesus." — [274, 958, 734, 983]
city-heading-mansfield: MANSFIELD, OHIO. — [1532, 1309, 1657, 1323]
column-1 — [6, 6, 255, 2150]
column-2-bottom-right — [507, 1296, 736, 2150]
address-note: Address all letters and make all checks and money orders payable to The New York Age. — [6, 239, 255, 263]
race-para: We are all interested in the letter in The Age of August 6, from Mr. Demond Lawis, in the body of our news article, entitled, "Ideal of Race Beauty," and published on our first page, in which he makes the following statement and suggestion: — [6, 801, 255, 883]
city-heading-baltimore: BALTIMORE, MD. — [1285, 1757, 1398, 1771]
city-news: Youngstown, Ohio.—There will be a female minstrel at the West End Hall, near Griffith street, Tuesday evening, August 25. Mrs. Willis Collins will leave Friday for a four weeks' visit with relatives and friends in Columbus and Circleville. Geo. W. Swann, of Danville, Va., is the guest of Mr. and Mrs. Stamps, East Boardman street. Mrs. Matilda Gross, Titusville, Pa., is the guest of her daughter, Mrs. Geo. Simmons. Mrs. Hanah Hoggess and Mrs. Garnetta Boggess returned from Wilberforce, Ohio Thursday after the Women's Federation. The lawn fete given by the Buckeye Lodge of Elks, No. 73, Monday evening for the benefit of Mr. and Mrs. Milton, was well attended and a success. Mrs. Lee Porter, West Rayen avenue, is spending her vacation in Pittsburgh. The entertainment of the Y. W. C. A. Tuesday was a success. Mrs. Thomas Lonesome, who has been ill in Wilberforce, Ohio, is much better. — [1470, 1609, 1718, 1911]
lawlessness-para: As Dr. Washington long ago said, "there cannot be one law for the white man and one law for the black man in the South; there must be one law for both black and white men." When there is no law for the black man, when the white — [747, 1662, 974, 1759]
column-rule — [1218, 4, 1219, 2152]
